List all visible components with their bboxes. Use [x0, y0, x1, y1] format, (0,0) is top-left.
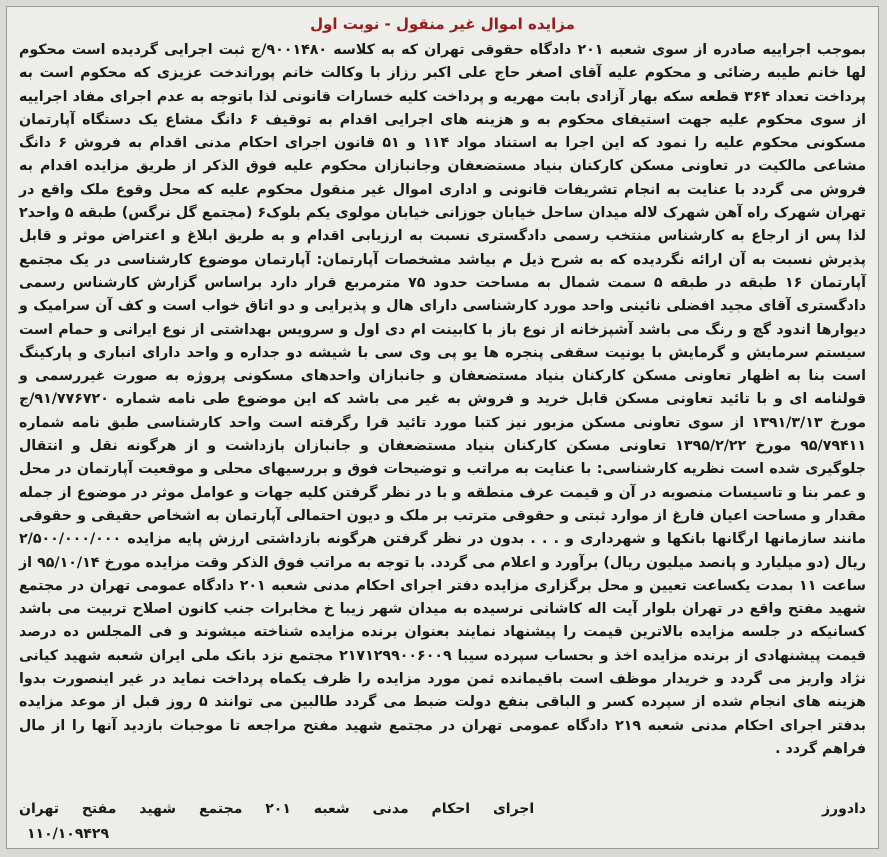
notice-signature [19, 798, 866, 820]
notice-title: مزایده اموال غیر منقول - نوبت اول [310, 15, 575, 33]
signature-title: دادورز [822, 801, 866, 817]
notice-clipping [6, 6, 879, 849]
notice-body: بموجب اجراییه صادره از سوی شعبه ۲۰۱ دادگاه حقوقی تهران که به کلاسه ۹۰۰۱۴۸۰/ج ثبت اجرایی گردیده است محکوم لها خانم طیبه رضائی و محکوم علیه آقای اصغر حاج علی اکبر رزاز با وکالت خانم پوراندخت عزیزی که محکوم است به پرداخت تعداد ۳۶۴ قطعه سکه بهار آزادی بابت مهریه و پرداخت کلیه خسارات قانونی لذا باتوجه به عدم اجرای مفاد اجراییه از سوی محکوم علیه جهت استیفای محکوم به و هزینه های اجرایی اقدام به توقیف ۶ دانگ مشاع یک دستگاه آپارتمان مسکونی محکوم علیه را نمود که این اجرا به استناد مواد ۱۱۴ و ۵۱ قانون اجرای احکام مدنی اقدام به فروش ۶ دانگ مشاعی مالکیت در تعاونی مسکن کارکنان بنیاد مستضعفان وجانبازان محکوم علیه فوق الذکر از طریق مزایده اقدام به فروش می گردد با عنایت به انجام تشریفات قانونی و اداری اموال غیر منقول محکوم علیه که محل وقوع ملک واقع در تهران شهرک راه آهن شهرک لاله میدان ساحل خیابان جوزانی خیابان مولوی یکم بلوک۶ (مجتمع گل نرگس) طبقه ۵ واحد۲ لذا پس از ارجاع به کارشناس منتخب رسمی دادگستری نسبت به ارزیابی اقدام و به طریق ابلاغ و اعتراض موثر و قابل پذیرش نسبت به آن ارائه نگردیده که به شرح ذیل م بیاشد مشخصات آپارتمان: آپارتمان موضوع کارشناسی در یک مجتمع آپارتمان ۱۶ طبقه در طبقه ۵ سمت شمال به مساحت حدود ۷۵ مترمربع قرار دارد براساس گزارش کارشناس رسمی دادگستری آقای مجید افضلی نائینی واحد مورد کارشناسی دارای هال و پذیرایی و دو اتاق خواب است و کف آن سرامیک و دیوارها اندود گچ و رنگ می باشد آشپزخانه از نوع باز با کابینت ام دی اول و سرویس بهداشتی از نوع ایرانی و حمام است سیستم سرمایش و گرمایش با یونیت سقفی پنجره ها یو پی وی سی با شیشه دو جداره و واحد دارای انباری و پارکینگ است بنا به اظهار تعاونی مسکن کارکنان بنیاد مستضعفان و جانبازان واحدهای مسکونی پروژه به صورت غیررسمی و قولنامه ای و با تائید تعاونی مسکن قابل خرید و فروش به غیر می باشد که این موضوع طی نامه شماره ۹۱/۷۷۶۷۲۰/ج مورخ ۱۳۹۱/۳/۱۳ از سوی تعاونی مسکن مزبور نیز کتبا مورد تائید قرا رگرفته است واحد کارشناسی طبق نامه شماره ۹۵/۷۹۴۱۱ مورخ ۱۳۹۵/۲/۲۲ تعاونی مسکن کارکنان بنیاد مستضعفان و جانبازان بازداشت و از هرگونه نقل و انتقال جلوگیری شده است نظریه کارشناسی: با عنایت به مراتب و توضیحات فوق و بررسیهای محلی و موقعیت آپارتمان در محل و عمر بنا و تاسیسات منصوبه در آن و قیمت عرف منطقه و با در نظر گرفتن کلیه جهات و عوامل موثر در موضوع از جمله مقدار و مساحت اعیان فارغ از موارد ثبتی و حقوقی مترتب بر ملک و دیون احتمالی آپارتمان به اشخاص حقیقی و حقوقی مانند سازمانها ارگانها بانکها و شهرداری و . . . بدون در نظر گرفتن هرگونه بازداشتی ارزش پایه مزایده ۲/۵۰۰/۰۰۰/۰۰۰ ریال (دو میلیارد و پانصد میلیون ریال) برآورد و اعلام می گردد. با توجه به مراتب فوق الذکر وقت مزایده مورخ ۹۵/۱۰/۱۴ از ساعت ۱۱ بمدت یکساعت تعیین و محل برگزاری مزایده دفتر اجرای احکام مدنی شعبه ۲۰۱ دادگاه عمومی تهران در مجتمع شهید مفتح واقع در تهران بلوار آیت اله کاشانی نرسیده به میدان شهر زیبا خ مخابرات جنب کانون اصلاح تربیت می باشد کسانیکه در جلسه مزایده بالاترین قیمت را پیشنهاد نمایند بعنوان برنده مزایده شناخته میشوند و فی المجلس ده درصد قیمت پیشنهادی از برنده مزایده اخذ و بحساب سپرده سیبا ۲۱۷۱۲۹۹۰۰۶۰۰۹ مجتمع نزد بانک ملی ایران شعبه شهید کیانی نژاد واریز می گردد و خریدار موظف است باقیمانده ثمن مورد مزایده را ظرف یکماه پرداخت نماید در غیر اینصورت بدوا هزینه های انجام شده از سپرده کسر و الباقی بنفع دولت ضبط می گردد طالبین می توانند ۵ روز قبل از موعد مزایده بدفتر اجرای احکام مدنی شعبه ۲۱۹ دادگاه عمومی تهران در مجتمع شهید مفتح مراجعه تا موجبات بازدید آنها را از مال فراهم گردد . [19, 42, 867, 757]
signature-office: اجرای احکام مدنی شعبه ۲۰۱ مجتمع شهید مفتح تهران [19, 801, 535, 817]
notice-code: ۱۱۰/۱۰۹۴۲۹ [27, 826, 110, 842]
